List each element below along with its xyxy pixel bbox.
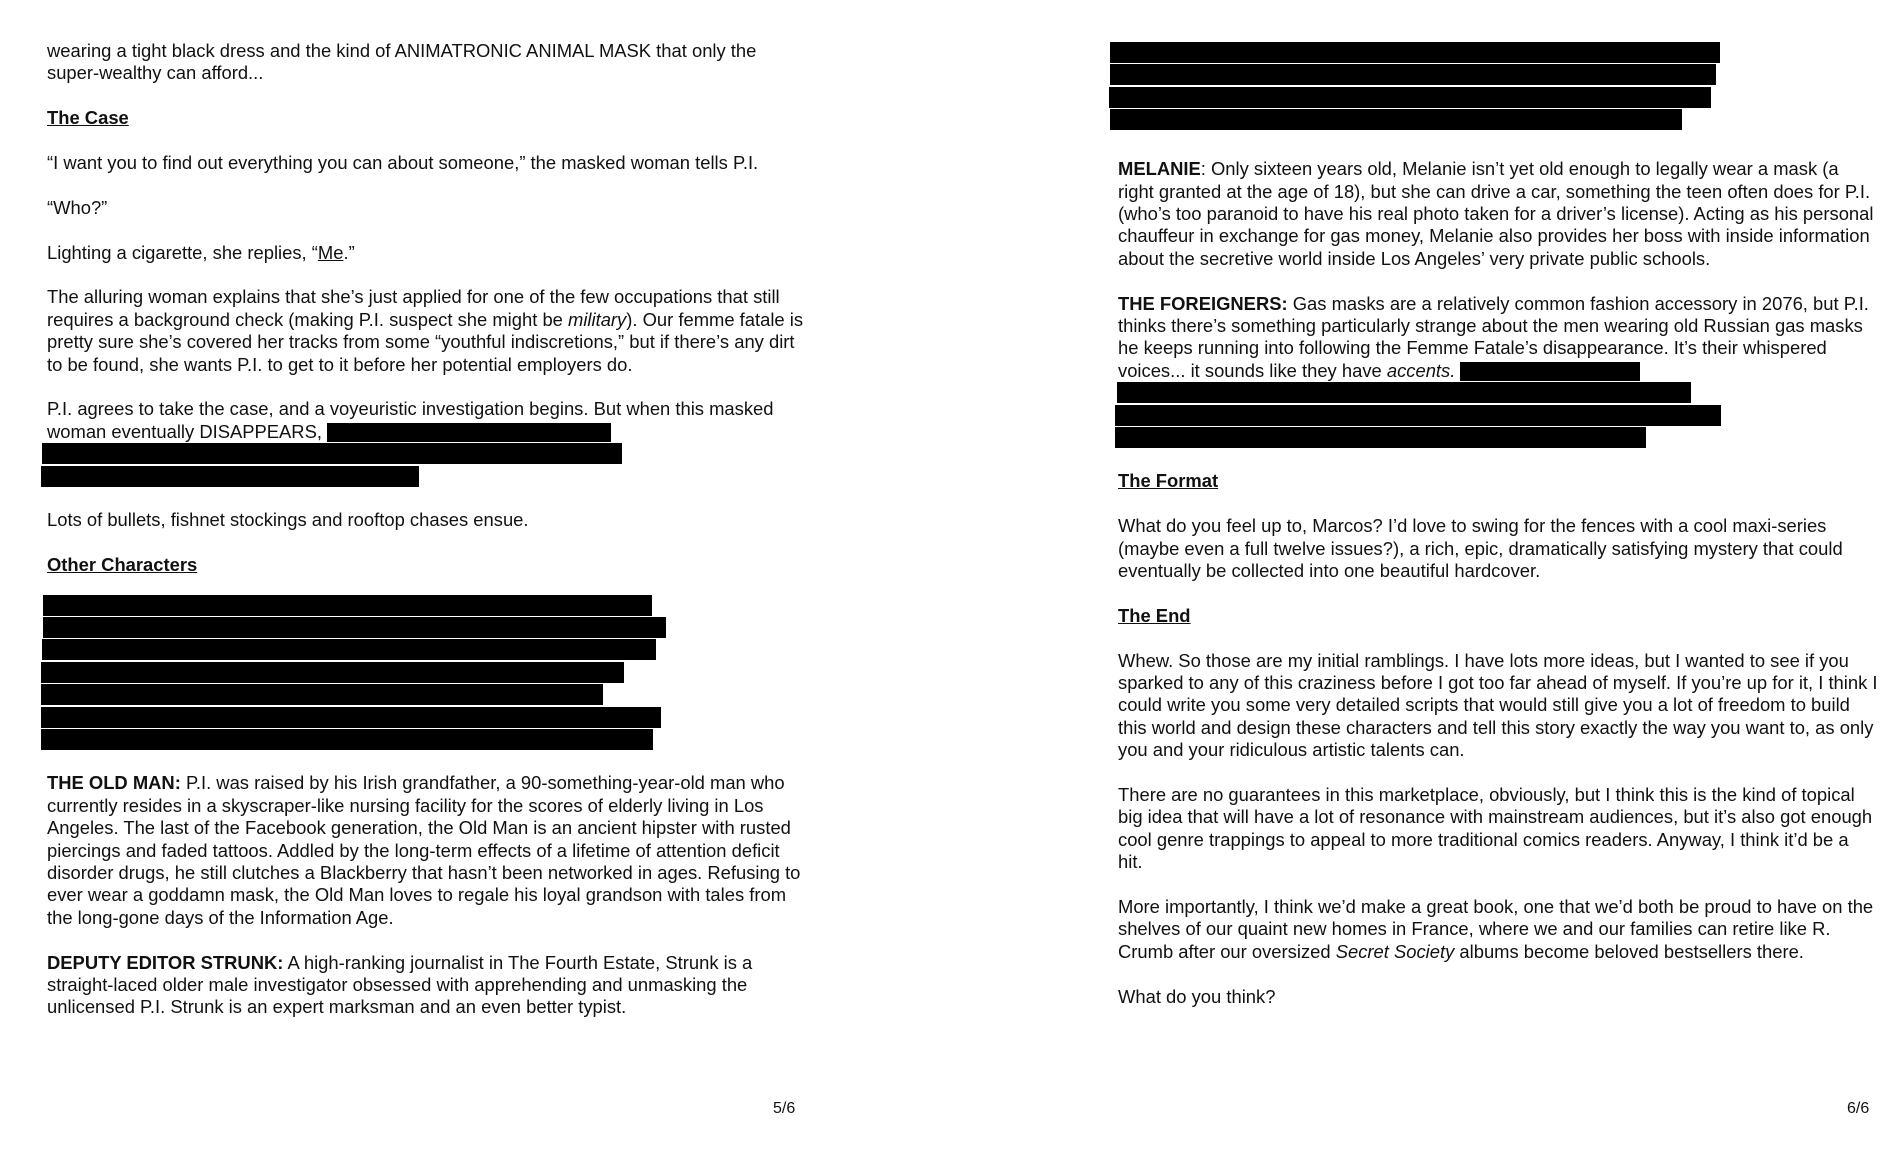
redaction-bar xyxy=(1115,405,1721,426)
redaction-bar xyxy=(1117,382,1691,403)
page-number-right: 6/6 xyxy=(1847,1100,1870,1117)
case-paragraph-4 xyxy=(47,286,807,376)
redaction-bar xyxy=(42,639,656,660)
redaction-bar xyxy=(43,595,652,616)
redacted-block-characters xyxy=(47,595,807,750)
redaction-bar xyxy=(41,707,661,728)
end-p3-part2: albums become beloved bestsellers there. xyxy=(1454,940,1804,962)
redaction-bar xyxy=(1110,64,1716,85)
redaction-bar xyxy=(1460,362,1640,381)
redaction-bar xyxy=(1109,87,1711,108)
redaction-bar xyxy=(43,617,666,638)
case-p4-part1: The alluring woman explains that she’s just applied for one of the few occupations that still requires a background check (making P.I. suspect she might be xyxy=(47,286,780,330)
redaction-bar xyxy=(41,684,603,705)
melanie-text: : Only sixteen years old, Melanie isn’t yet old enough to legally wear a mask (a right granted at the age of 18), but she can drive a car, something the teen often does for P.I. (who’s too paranoid to have his real photo taken for a driver’s license). Acting as his personal chauffeur in exchange for gas money, Melanie also provides her boss with inside information about the secretive world inside Los Angeles’ very private public schools. xyxy=(1118,158,1874,269)
end-paragraph-2: There are no guarantees in this marketplace, obviously, but I think this is the kind of topical big idea that will have a lot of resonance with mainstream audiences, but it’s also got enough cool genre trappings to appeal to more traditional comics readers. Anyway, I think it’d be a hit. xyxy=(1118,784,1873,873)
end-p3-part1: More importantly, I think we’d make a great book, one that we’d both be proud to have on the shelves of our quaint new homes in France, where we and our families can retire like R. Crumb after our oversized xyxy=(1118,896,1874,962)
case-paragraph-3 xyxy=(47,242,807,264)
melanie-paragraph xyxy=(1118,158,1878,270)
case-p4-military: military xyxy=(568,308,627,330)
case-paragraph-5 xyxy=(47,398,807,443)
case-p4-part2: ). Our femme fatale is pretty sure she’s covered her tracks from some “youthful indiscretions,” but if there’s any dirt to be found, she wants P.I. to get to it before her potential employers do. xyxy=(47,308,804,375)
redaction-bar xyxy=(1115,427,1646,448)
redaction-bar xyxy=(41,729,653,750)
case-paragraph-2: “Who?” xyxy=(47,196,108,218)
intro-paragraph: wearing a tight black dress and the kind of ANIMATRONIC ANIMAL MASK that only the super-wealthy can afford... xyxy=(47,40,757,84)
strunk-paragraph xyxy=(47,952,807,1019)
end-paragraph-4: What do you think? xyxy=(1118,985,1276,1007)
redaction-bar xyxy=(42,443,622,464)
foreigners-accents: accents. xyxy=(1386,359,1456,381)
end-p3-title: Secret Society xyxy=(1335,940,1455,962)
redacted-block-case xyxy=(47,443,807,486)
strunk-label: DEPUTY EDITOR STRUNK: xyxy=(47,951,284,973)
case-heading: The Case xyxy=(47,107,129,129)
format-paragraph: What do you feel up to, Marcos? I’d love to swing for the fences with a cool maxi-series (maybe even a full twelve issues?), a rich, epic, dramatically satisfying mystery that could eventually be collected into one beautiful hardcover. xyxy=(1118,515,1843,581)
melanie-label: MELANIE xyxy=(1118,158,1201,180)
other-characters-heading: Other Characters xyxy=(47,553,198,575)
foreigners-label: THE FOREIGNERS: xyxy=(1118,292,1288,314)
old-man-text: P.I. was raised by his Irish grandfather, a 90-something-year-old man who currently resides in a skyscraper-like nursing facility for the scores of elderly living in Los Angeles. The last of the Facebook generation, the Old Man is an ancient hipster with rusted piercings and faded tattoos. Addled by the long-term effects of a lifetime of attention deficit disorder drugs, he still clutches a Blackberry that hasn’t been networked in ages. Refusing to ever wear a goddamn mask, the Old Man loves to regale his loyal grandson with tales from the long-gone days of the Information Age. xyxy=(47,772,801,928)
redaction-bar xyxy=(41,466,419,487)
end-paragraph-1: Whew. So those are my initial ramblings. I have lots more ideas, but I wanted to see if you sparked to any of this craziness before I got too far ahead of myself. If you’re up for it, I think I could write you some very detailed scripts that would still give you a lot of freedom to build this world and design these characters and tell this story exactly the way you want to, as only you and your ridiculous artistic talents can. xyxy=(1118,649,1878,761)
redaction-bar xyxy=(1110,109,1682,130)
case-paragraph-6: Lots of bullets, fishnet stockings and rooftop chases ensue. xyxy=(47,509,529,530)
case-p5-text: P.I. agrees to take the case, and a voyeuristic investigation begins. But when this masked woman eventually DISAPPEARS, xyxy=(47,398,774,442)
redaction-bar xyxy=(1110,42,1720,63)
redaction-bar xyxy=(41,662,624,683)
right-page xyxy=(949,0,1898,1149)
case-p3-suffix: .” xyxy=(343,241,355,263)
left-column xyxy=(47,40,807,1041)
redaction-bar xyxy=(327,423,611,442)
page-number-left: 5/6 xyxy=(773,1100,796,1117)
format-heading: The Format xyxy=(1118,470,1219,492)
end-heading: The End xyxy=(1118,604,1191,626)
strunk-text: A high-ranking journalist in The Fourth Estate, Strunk is a straight-laced older male investigator obsessed with apprehending and unmasking the unlicensed P.I. Strunk is an expert marksman and an even better typist. xyxy=(47,951,753,1018)
redacted-block-foreigners xyxy=(1118,382,1878,448)
case-paragraph-1: “I want you to find out everything you can about someone,” the masked woman tells P.I. xyxy=(47,152,759,173)
foreigners-paragraph xyxy=(1118,293,1878,383)
case-p3-prefix: Lighting a cigarette, she replies, “ xyxy=(47,241,318,263)
old-man-label: THE OLD MAN: xyxy=(47,772,181,794)
case-p3-me: Me xyxy=(317,241,344,263)
right-column xyxy=(1118,40,1878,1030)
old-man-paragraph xyxy=(47,772,807,929)
redacted-block-top xyxy=(1118,42,1878,130)
foreigners-text: Gas masks are a relatively common fashion accessory in 2076, but P.I. thinks there’s something particularly strange about the men wearing old Russian gas masks he keeps running into following the Femme Fatale’s disappearance. It’s their whispered voices... it sounds like they have xyxy=(1118,292,1869,381)
end-paragraph-3 xyxy=(1118,896,1878,963)
